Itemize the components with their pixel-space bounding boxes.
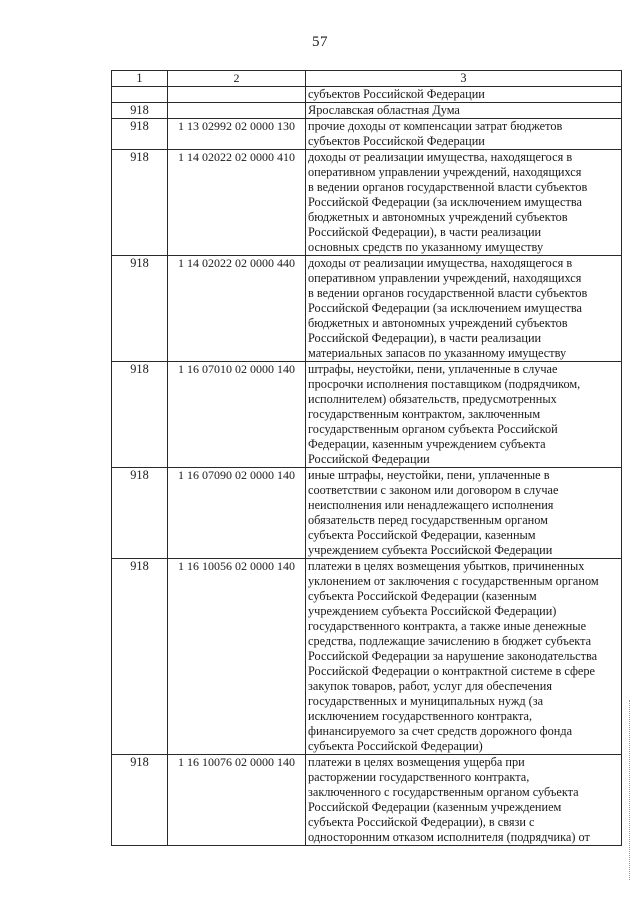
description-cell [306, 362, 622, 468]
description-line: оперативном управлении учреждений, находящихся [308, 271, 582, 285]
description-line: государственных и муниципальных нужд (за [308, 694, 544, 708]
description-cell [306, 755, 622, 846]
description-line: односторонним отказом исполнителя (подрядчика) от [308, 830, 590, 844]
description-line: прочие доходы от компенсации затрат бюджетов [308, 119, 563, 133]
table-row [112, 119, 622, 150]
description-cell [306, 87, 622, 103]
description-line: Российской Федерации за нарушение законодательства [308, 649, 598, 663]
description-line: субъекта Российской Федерации) [308, 739, 483, 753]
description-cell [306, 256, 622, 362]
description-cell [306, 119, 622, 150]
description-line: неисполнения или ненадлежащего исполнения [308, 498, 554, 512]
header-col-3: 3 [306, 71, 622, 87]
table-row [112, 87, 622, 103]
description-line: доходы от реализации имущества, находящегося в [308, 256, 573, 270]
description-line: учреждением субъекта Российской Федерации [308, 543, 553, 557]
description-cell [306, 559, 622, 755]
description-line: Российской Федерации [308, 452, 430, 466]
budget-code-cell: 1 13 02992 02 0000 130 [168, 119, 306, 150]
description-line: в ведении органов государственной власти субъектов [308, 286, 588, 300]
budget-code-cell: 1 16 10056 02 0000 140 [168, 559, 306, 755]
table-header-row [112, 71, 622, 87]
admin-code-cell: 918 [112, 119, 168, 150]
description-line: просрочки исполнения поставщиком (подрядчиком, [308, 377, 581, 391]
description-line: государственным органом субъекта Российской [308, 422, 558, 436]
table-row [112, 559, 622, 755]
description-line: закупок товаров, работ, услуг для обеспечения [308, 679, 552, 693]
description-line: средства, подлежащие зачислению в бюджет субъекта [308, 634, 592, 648]
admin-code-cell: 918 [112, 150, 168, 256]
admin-code-cell: 918 [112, 468, 168, 559]
budget-code-cell [168, 87, 306, 103]
admin-code-cell: 918 [112, 559, 168, 755]
table-row [112, 103, 622, 119]
description-line: субъектов Российской Федерации [308, 134, 485, 148]
budget-code-cell [168, 103, 306, 119]
table-row [112, 362, 622, 468]
description-line: платежи в целях возмещения убытков, причиненных [308, 559, 585, 573]
page-number: 57 [312, 34, 328, 50]
description-line: субъекта Российской Федерации (казенным [308, 589, 537, 603]
table-row [112, 468, 622, 559]
budget-code-cell: 1 16 07090 02 0000 140 [168, 468, 306, 559]
description-line: иные штрафы, неустойки, пени, уплаченные в [308, 468, 550, 482]
description-cell [306, 468, 622, 559]
budget-code-cell: 1 14 02022 02 0000 410 [168, 150, 306, 256]
description-line: соответствии с законом или договором в случае [308, 483, 559, 497]
description-line: исключением государственного контракта, [308, 709, 533, 723]
budget-code-cell: 1 16 07010 02 0000 140 [168, 362, 306, 468]
description-line: бюджетных и автономных учреждений субъектов [308, 210, 568, 224]
table-row [112, 256, 622, 362]
admin-code-cell: 918 [112, 755, 168, 846]
description-line: основных средств по указанному имуществу [308, 240, 544, 254]
description-line: субъекта Российской Федерации, казенным [308, 528, 536, 542]
description-line: платежи в целях возмещения ущерба при [308, 755, 525, 769]
budget-code-cell: 1 16 10076 02 0000 140 [168, 755, 306, 846]
description-line: заключенного с государственным органом субъекта [308, 785, 579, 799]
description-line: финансируемого за счет средств дорожного фонда [308, 724, 573, 738]
header-col-1: 1 [112, 71, 168, 87]
admin-code-cell: 918 [112, 362, 168, 468]
budget-code-cell: 1 14 02022 02 0000 440 [168, 256, 306, 362]
revenue-codes-table [111, 70, 622, 846]
description-line: бюджетных и автономных учреждений субъектов [308, 316, 568, 330]
description-cell [306, 150, 622, 256]
table-row [112, 755, 622, 846]
description-line: Ярославская областная Дума [308, 103, 460, 117]
description-line: материальных запасов по указанному имуществу [308, 346, 567, 360]
description-line: субъекта Российской Федерации), в связи с [308, 815, 535, 829]
description-line: Российской Федерации (за исключением имущества [308, 195, 582, 209]
admin-code-cell [112, 87, 168, 103]
description-line: субъектов Российской Федерации [308, 87, 485, 101]
description-line: штрафы, неустойки, пени, уплаченные в случае [308, 362, 558, 376]
description-line: Российской Федерации), в части реализации [308, 331, 542, 345]
description-line: оперативном управлении учреждений, находящихся [308, 165, 582, 179]
table-body [112, 71, 622, 846]
description-line: Федерации, казенным учреждением субъекта [308, 437, 546, 451]
description-line: Российской Федерации о контрактной системе в сфере [308, 664, 595, 678]
description-line: в ведении органов государственной власти субъектов [308, 180, 588, 194]
description-line: расторжении государственного контракта, [308, 770, 530, 784]
scan-edge-mark [629, 700, 632, 880]
description-line: Российской Федерации (казенным учреждением [308, 800, 562, 814]
description-cell [306, 103, 622, 119]
description-line: государственного контракта, а также иные денежные [308, 619, 587, 633]
description-line: обязательств перед государственным органом [308, 513, 548, 527]
header-col-2: 2 [168, 71, 306, 87]
description-line: Российской Федерации (за исключением имущества [308, 301, 582, 315]
admin-code-cell: 918 [112, 256, 168, 362]
description-line: исполнителем) обязательств, предусмотренных [308, 392, 557, 406]
description-line: государственным контрактом, заключенным [308, 407, 541, 421]
description-line: доходы от реализации имущества, находящегося в [308, 150, 573, 164]
description-line: учреждением субъекта Российской Федерации) [308, 604, 557, 618]
table-row [112, 150, 622, 256]
admin-code-cell: 918 [112, 103, 168, 119]
description-line: уклонением от заключения с государственным органом [308, 574, 599, 588]
description-line: Российской Федерации), в части реализации [308, 225, 542, 239]
